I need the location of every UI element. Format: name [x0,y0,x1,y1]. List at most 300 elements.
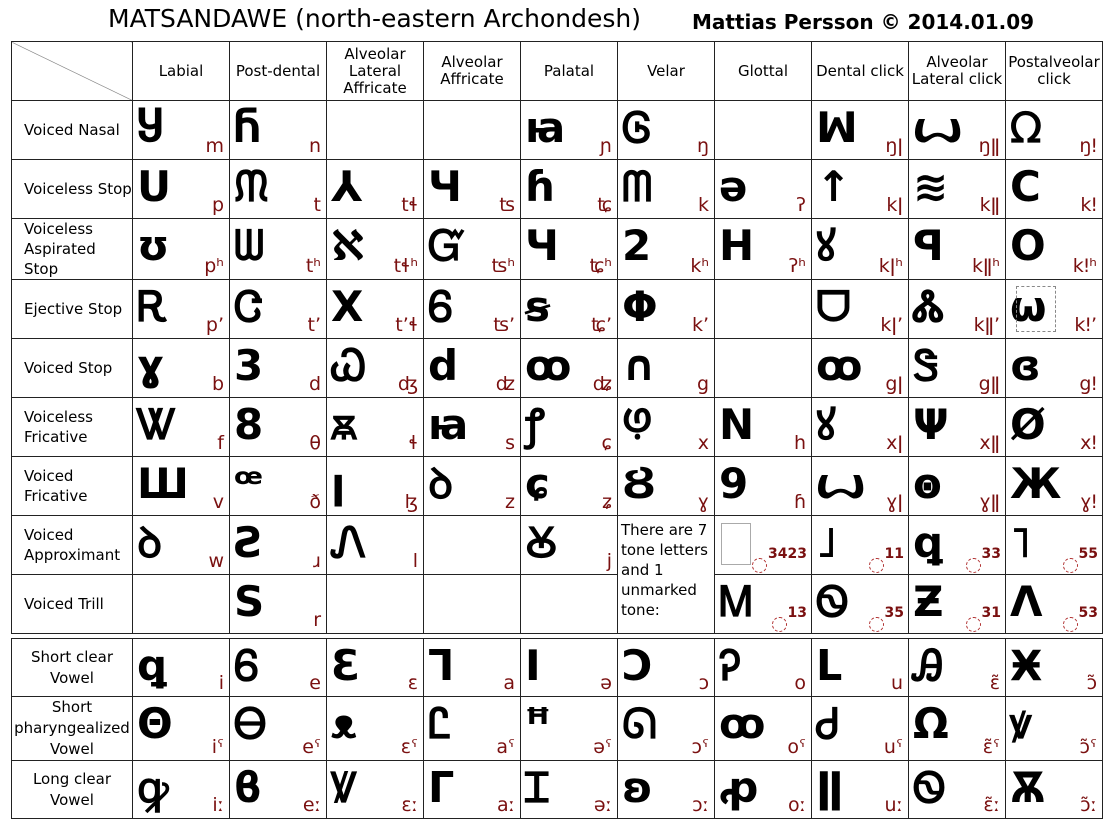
grapheme: Φ [622,282,658,331]
symbol-cell [424,761,521,819]
column-header: Labial [133,42,230,101]
consonant-row [12,160,1103,219]
column-header: Post-dental [230,42,327,101]
symbol-cell [1006,339,1103,398]
grapheme: Ꮤ [137,400,177,449]
symbol-cell [715,160,812,219]
ipa-label: oː [787,794,806,816]
ipa-label: ʦʰ [491,255,515,277]
ipa-label: f [217,432,224,454]
ipa-label: kǃ’ [1074,314,1097,336]
grapheme: ᒥ [428,763,455,812]
symbol-cell [812,697,909,761]
symbol-cell [133,160,230,219]
symbol-cell [327,457,424,516]
row-header: Short clear Vowel [12,639,133,697]
grapheme: Ꮷ [816,699,840,748]
ipa-label: ʨʰ [589,255,612,277]
ipa-label: eː [302,794,321,816]
ipa-label: h [793,432,806,454]
ipa-label: ʨ [597,194,612,216]
grapheme: ɦ [525,162,555,211]
ipa-label: ɛː [401,794,418,816]
ipa-label: iː [212,794,224,816]
row-header: Voiced Trill [12,575,133,634]
symbol-cell [909,160,1006,219]
ipa-label: ɣǁ [979,491,1000,513]
grapheme: ᒣ [428,641,455,690]
ipa-label: ŋǁ [978,135,1000,157]
tone-circle-icon [772,617,787,632]
symbol-cell [521,516,618,575]
ipa-label: eˤ [302,736,321,758]
tone-circle-icon [966,617,981,632]
symbol-cell [618,280,715,339]
symbol-cell [230,575,327,634]
symbol-cell [133,339,230,398]
ipa-label: n [308,135,321,157]
grapheme: Ꮻ [913,763,946,812]
ipa-label: d [308,373,321,395]
symbol-cell [715,516,812,575]
grapheme: Ꮗ [331,341,367,390]
grapheme: Ж [1010,459,1062,508]
tone-circle-icon [1063,558,1078,573]
tone-label [869,546,904,571]
grapheme: Ƨ [234,518,265,567]
ipa-label: ɣ [697,491,709,513]
row-header: Voiceless Aspirated Stop [12,219,133,280]
symbol-cell [1006,697,1103,761]
symbol-cell [424,457,521,516]
grapheme: S [234,577,265,626]
consonant-table [11,41,1103,634]
grapheme: ɕ [525,459,550,508]
tone-circle-icon [752,558,767,573]
tone-number: 53 [1078,605,1098,621]
symbol-cell [133,219,230,280]
grapheme: Ȣ [622,459,656,508]
symbol-cell [909,101,1006,160]
symbol-cell [327,697,424,761]
symbol-cell [909,339,1006,398]
grapheme: 2 [622,221,652,270]
ipa-label: ʦ [499,194,515,216]
ipa-label: oˤ [787,736,806,758]
ipa-label: ʥ [592,373,612,395]
grapheme: ᘏ [622,699,657,748]
grapheme: ˥ [1010,518,1031,567]
tone-number: 31 [981,605,1001,621]
ipa-label: ɛ̃ː [983,794,1000,816]
symbol-cell [521,697,618,761]
grapheme: ꙋ [816,221,836,270]
tone-number: 35 [884,605,904,621]
empty-cell [715,101,812,160]
ipa-label: m [205,135,224,157]
grapheme: Ɔ [622,641,653,690]
symbol-cell [327,219,424,280]
symbol-cell [1006,219,1103,280]
grapheme: ʚ [622,763,653,812]
ipa-label: e [309,672,321,694]
symbol-cell [521,398,618,457]
symbol-cell [812,398,909,457]
ipa-label: ʨ’ [591,314,612,336]
symbol-cell [812,160,909,219]
symbol-cell [133,398,230,457]
ipa-label: b [211,373,224,395]
grapheme: 8 [234,400,264,449]
grapheme: U [137,162,172,211]
grapheme: Ꭱ [137,282,169,331]
ipa-label: ɛˤ [400,736,418,758]
ipa-label: p [211,194,224,216]
ipa-label: t’ɬ [395,314,418,336]
symbol-cell [521,339,618,398]
symbol-cell [812,457,909,516]
ipa-label: kǁ’ [973,314,1000,336]
ipa-label: uː [884,794,903,816]
ipa-label: ʣ [495,373,515,395]
ipa-label: tʰ [305,255,321,277]
tone-circle-icon [966,558,981,573]
empty-cell [715,280,812,339]
grapheme: Ꭾ [719,641,741,690]
symbol-cell [1006,457,1103,516]
symbol-cell [1006,639,1103,697]
grapheme: Ч [428,162,462,211]
grapheme: ω [1010,282,1047,331]
tone-label [869,605,904,630]
symbol-cell [812,339,909,398]
grapheme: Ꝟ [331,763,357,812]
grapheme: ∩ [622,341,657,390]
grapheme: Ꮑ [331,518,367,567]
grapheme: ℵ [331,221,365,270]
symbol-cell [812,101,909,160]
grapheme: H [719,221,755,270]
symbol-cell [230,516,327,575]
ipa-label: t [313,194,321,216]
row-header: Ejective Stop [12,280,133,339]
ipa-label: k [697,194,709,216]
symbol-cell [327,639,424,697]
grapheme: N [719,400,755,449]
tone-label [1063,605,1098,630]
ipa-label: ɔ̃ˤ [1079,736,1097,758]
ipa-label: ŋǃ [1079,135,1097,157]
column-header-row [12,42,1103,101]
vowel-row [12,639,1103,697]
symbol-cell [327,339,424,398]
ipa-label: o [794,672,806,694]
column-header: Alveolar Lateral click [909,42,1006,101]
row-header: Voiced Approximant [12,516,133,575]
ipa-label: ɮ [404,491,418,513]
ipa-label: aˤ [496,736,515,758]
symbol-cell [133,761,230,819]
symbol-cell [521,639,618,697]
ipa-label: əˤ [593,736,612,758]
ipa-label: a [503,672,515,694]
symbol-cell [424,639,521,697]
consonant-row [12,516,1103,575]
symbol-cell [230,398,327,457]
symbol-cell [1006,160,1103,219]
empty-cell [424,101,521,160]
ipa-label: ɔː [692,794,709,816]
symbol-cell [715,761,812,819]
symbol-cell [230,761,327,819]
symbol-cell [618,398,715,457]
row-header: Voiceless Stop [12,160,133,219]
corner-cell [12,42,133,101]
ipa-label: w [208,550,224,572]
consonant-row [12,101,1103,160]
ipa-label: u [890,672,903,694]
empty-cell [715,339,812,398]
grapheme: Ꮇ [719,577,753,626]
grapheme: ꚙ [816,341,863,390]
empty-cell [327,101,424,160]
grapheme: ꙛ [331,400,357,449]
grapheme: ꙗ [525,103,566,152]
grapheme: Ꮆ [622,103,652,152]
ipa-label: uˤ [883,736,903,758]
grapheme: 9 [719,459,749,508]
symbol-cell [230,639,327,697]
column-header: Palatal [521,42,618,101]
chart-title: MATSANDAWE (north-eastern Archondesh) [108,4,641,33]
ipa-label: ɣǀ [886,491,903,513]
grapheme: Ʌ [1010,577,1043,626]
consonant-row [12,219,1103,280]
grapheme: Θ [137,699,173,748]
ipa-label: ɔˤ [691,736,709,758]
grapheme: Ø [1010,400,1046,449]
grapheme: ꝺ [137,518,163,567]
ipa-label: tɬʰ [393,255,418,277]
grapheme: ꟹ [234,459,263,508]
grapheme: X [331,282,364,331]
grapheme: ə [719,162,748,211]
grapheme: Ꮻ [816,577,849,626]
symbol-cell [909,761,1006,819]
grapheme: Ⴘ [137,103,164,152]
symbol-cell [424,339,521,398]
grapheme: ᒪ [816,641,843,690]
ipa-label: xǀ [886,432,903,454]
ipa-label: kǁ [979,194,1000,216]
grapheme: ꚩ [622,400,653,449]
ipa-label: əː [593,794,612,816]
grapheme: ꝭ [525,400,545,449]
ipa-label: pʰ [204,255,224,277]
ipa-label: r [313,609,321,631]
empty-cell [521,575,618,634]
ipa-label: ŋǀ [885,135,903,157]
ipa-label: iˤ [211,736,224,758]
grapheme: Ꮭ [428,699,452,748]
grapheme: I [525,641,541,690]
grapheme: Ꮳ [234,282,263,331]
ipa-label: p’ [205,314,224,336]
symbol-cell [715,575,812,634]
ipa-label: ɹ [313,550,321,572]
column-header: Dental click [812,42,909,101]
symbol-cell [521,280,618,339]
symbol-cell [618,101,715,160]
ipa-label: x [697,432,709,454]
symbol-cell [909,219,1006,280]
grapheme: ꝗ [913,518,944,567]
symbol-cell [812,575,909,634]
symbol-cell [230,160,327,219]
grapheme: Ӿ [1010,641,1043,690]
ipa-label: ɛ̃ [989,672,1000,694]
grapheme: ꙍ [816,459,866,508]
grapheme: Ꮥ [913,341,940,390]
placeholder-box [1016,286,1056,332]
grapheme: ꞁ [331,459,346,508]
vowel-table [11,638,1103,819]
symbol-cell [521,160,618,219]
grapheme: ꚙ [719,699,766,748]
grapheme: Ᏻ [428,221,466,270]
symbol-cell [909,280,1006,339]
ipa-label: ʦ’ [493,314,515,336]
symbol-cell [327,280,424,339]
grapheme: ꙍ [913,103,963,152]
ipa-label: θ [309,432,321,454]
grapheme: 3 [234,341,264,390]
grapheme: ɞ [1010,341,1041,390]
grapheme: ⅄ [331,162,363,211]
tone-number: 13 [787,605,807,621]
symbol-cell [715,219,812,280]
symbol-cell [1006,398,1103,457]
consonant-row [12,280,1103,339]
symbol-cell [812,280,909,339]
consonant-row [12,457,1103,516]
ipa-label: kǁʰ [971,255,1000,277]
tone-number: 11 [884,546,904,562]
grapheme: Ω [913,699,949,748]
tone-circle-icon [1063,617,1078,632]
grapheme: ꟼ [913,221,944,270]
grapheme: d [428,341,459,390]
symbol-cell [230,697,327,761]
ipa-label: ʤ [397,373,418,395]
tone-number: 3423 [768,546,807,562]
symbol-cell [230,280,327,339]
symbol-cell [1006,575,1103,634]
ipa-label: ɦ [793,491,806,513]
tone-number: 33 [981,546,1001,562]
row-header: Short pharyngealized Vowel [12,697,133,761]
grapheme: ꟸ [525,699,551,748]
ipa-label: ɔ̃ [1086,672,1097,694]
grapheme: ꙗ [428,400,469,449]
ipa-label: kǀ [886,194,903,216]
grapheme: ᗜ [816,282,851,331]
column-header: Velar [618,42,715,101]
symbol-cell [1006,280,1103,339]
grapheme: ˩ [816,518,837,567]
ipa-label: xǁ [979,432,1000,454]
blank-tone-box [721,523,751,565]
symbol-cell [909,639,1006,697]
symbol-cell [521,219,618,280]
symbol-cell [1006,761,1103,819]
ipa-label: ɬ [408,432,418,454]
grapheme: Ɛ [331,641,361,690]
symbol-cell [133,101,230,160]
symbol-cell [1006,101,1103,160]
symbol-cell [230,339,327,398]
grapheme: Ⴌ [234,103,261,152]
symbol-cell [812,219,909,280]
ipa-label: i [218,672,224,694]
ipa-label: ʑ [602,491,612,513]
symbol-cell [424,160,521,219]
symbol-cell [521,761,618,819]
grapheme: ꟽ [816,103,858,152]
tone-number: 55 [1078,546,1098,562]
symbol-cell [618,761,715,819]
ipa-label: aː [496,794,515,816]
ipa-label: kǃ [1080,194,1097,216]
grapheme: ᙏ [234,162,269,211]
grapheme: O [1010,221,1046,270]
grapheme: Ч [525,221,559,270]
row-header: Voiced Fricative [12,457,133,516]
ipa-label: k’ [691,314,709,336]
symbol-cell [327,516,424,575]
ipa-label: j [606,550,612,572]
symbol-cell [424,398,521,457]
grapheme: ᗯ [234,221,265,270]
ipa-label: kʰ [690,255,709,277]
grapheme: ꝟ [1010,699,1032,748]
symbol-cell [424,697,521,761]
ipa-label: ʔʰ [788,255,806,277]
symbol-cell [133,457,230,516]
grapheme: ǁ [816,763,844,812]
symbol-cell [618,219,715,280]
ipa-label: t’ [307,314,321,336]
symbol-cell [909,575,1006,634]
symbol-cell [812,516,909,575]
symbol-cell [230,457,327,516]
tone-label [772,605,807,630]
grapheme: ꞩ [525,282,550,331]
consonant-row [12,339,1103,398]
symbol-cell [618,160,715,219]
grapheme: Ꭿ [913,641,944,690]
ipa-label: ɣǃ [1080,491,1097,513]
ipa-label: ɔ̃ː [1080,794,1097,816]
symbol-cell [133,639,230,697]
symbol-cell [424,219,521,280]
tone-label [966,605,1001,630]
ipa-label: kǃʰ [1072,255,1097,277]
ipa-label: kǀʰ [878,255,903,277]
ipa-label: ŋ [696,135,709,157]
grapheme: ᴥ [331,699,357,748]
symbol-cell [1006,516,1103,575]
